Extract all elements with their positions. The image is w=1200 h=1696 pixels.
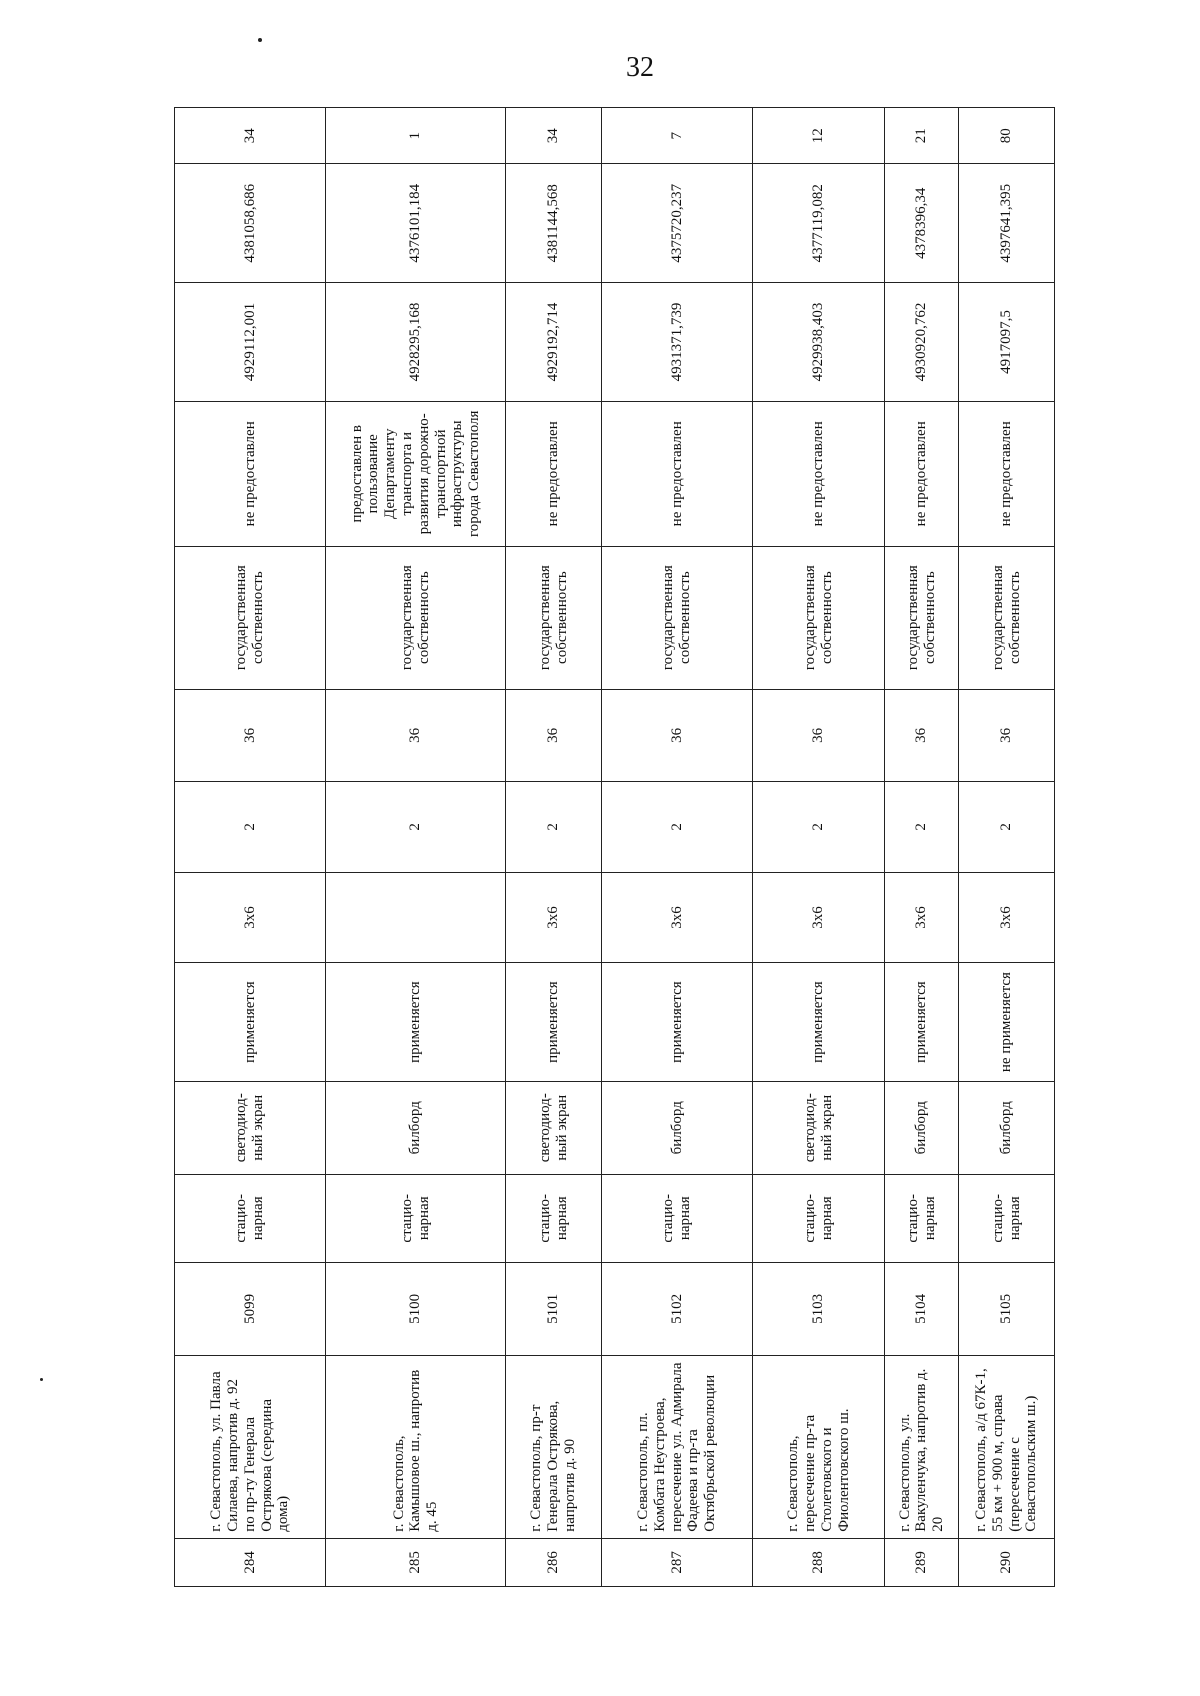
address-cell: г. Севастополь, а/д 67К-1, 55 км + 900 м, справа (пересечение с Севастопольским ш.) — [959, 1355, 1055, 1538]
scan-dot — [40, 1378, 43, 1381]
row-index-cell: 286 — [506, 1538, 602, 1586]
placement-type-cell: стацио-нарная — [753, 1174, 885, 1263]
transfer-status-cell: не предоставлен — [753, 401, 885, 546]
sides-count-cell: 2 — [506, 782, 602, 873]
ownership-cell: государственная собственность — [326, 546, 506, 689]
count-cell: 7 — [601, 108, 752, 164]
address-cell: г. Севастополь, ул. Павла Силаева, напротив д. 92 по пр-ту Генерала Острякова (середина дома) — [175, 1355, 326, 1538]
placement-type-cell: стацио-нарная — [326, 1174, 506, 1263]
area-cell: 36 — [175, 689, 326, 782]
transfer-status-cell: не предоставлен — [959, 401, 1055, 546]
sides-count-cell: 2 — [885, 782, 959, 873]
coordinate-x-cell: 4929938,403 — [753, 283, 885, 402]
placement-type-cell: стацио-нарная — [959, 1174, 1055, 1263]
coordinate-x-cell: 4929192,714 — [506, 283, 602, 402]
structure-id-cell: 5105 — [959, 1263, 1055, 1356]
transfer-status-cell: не предоставлен — [885, 401, 959, 546]
structure-id-cell: 5100 — [326, 1263, 506, 1356]
ownership-cell: государственная собственность — [506, 546, 602, 689]
size-cell: 3x6 — [601, 872, 752, 963]
table-row — [175, 108, 326, 1587]
ownership-cell: государственная собственность — [175, 546, 326, 689]
ownership-cell: государственная собственность — [753, 546, 885, 689]
row-index-cell: 284 — [175, 1538, 326, 1586]
table-row — [506, 108, 602, 1587]
table-row — [753, 108, 885, 1587]
row-index-cell: 288 — [753, 1538, 885, 1586]
count-cell: 34 — [175, 108, 326, 164]
table-row — [885, 108, 959, 1587]
size-cell: 3x6 — [175, 872, 326, 963]
count-cell: 34 — [506, 108, 602, 164]
structure-type-cell: светодиод-ный экран — [506, 1081, 602, 1174]
size-cell — [326, 872, 506, 963]
area-cell: 36 — [326, 689, 506, 782]
ownership-cell: государственная собственность — [959, 546, 1055, 689]
size-cell: 3x6 — [753, 872, 885, 963]
rotated-table-wrapper — [174, 107, 1055, 1587]
row-index-cell: 287 — [601, 1538, 752, 1586]
structure-type-cell: билборд — [601, 1081, 752, 1174]
coordinate-x-cell: 4930920,762 — [885, 283, 959, 402]
area-cell: 36 — [885, 689, 959, 782]
structure-id-cell: 5099 — [175, 1263, 326, 1356]
applicability-cell: применяется — [326, 963, 506, 1082]
placement-type-cell: стацио-нарная — [885, 1174, 959, 1263]
count-cell: 21 — [885, 108, 959, 164]
sides-count-cell: 2 — [753, 782, 885, 873]
sides-count-cell: 2 — [601, 782, 752, 873]
area-cell: 36 — [959, 689, 1055, 782]
placement-type-cell: стацио-нарная — [175, 1174, 326, 1263]
table-row — [326, 108, 506, 1587]
structure-id-cell: 5102 — [601, 1263, 752, 1356]
applicability-cell: применяется — [885, 963, 959, 1082]
structure-type-cell: светодиод-ный экран — [175, 1081, 326, 1174]
structure-type-cell: билборд — [885, 1081, 959, 1174]
structure-type-cell: светодиод-ный экран — [753, 1081, 885, 1174]
size-cell: 3x6 — [959, 872, 1055, 963]
coordinate-y-cell: 4377119,082 — [753, 164, 885, 283]
row-index-cell: 285 — [326, 1538, 506, 1586]
placement-type-cell: стацио-нарная — [506, 1174, 602, 1263]
address-cell: г. Севастополь, пл. Комбата Неустроева, пересечение ул. Адмирала Фадеева и пр-та Октябрьской революции — [601, 1355, 752, 1538]
ownership-cell: государственная собственность — [601, 546, 752, 689]
transfer-status-cell: не предоставлен — [175, 401, 326, 546]
applicability-cell: не применяется — [959, 963, 1055, 1082]
coordinate-x-cell: 4928295,168 — [326, 283, 506, 402]
structure-id-cell: 5101 — [506, 1263, 602, 1356]
address-cell: г. Севастополь, пересечение пр-та Столетовского и Фиолентовского ш. — [753, 1355, 885, 1538]
coordinate-y-cell: 4375720,237 — [601, 164, 752, 283]
structure-type-cell: билборд — [959, 1081, 1055, 1174]
address-cell: г. Севастополь, пр-т Генерала Острякова, напротив д. 90 — [506, 1355, 602, 1538]
coordinate-y-cell: 4397641,395 — [959, 164, 1055, 283]
sides-count-cell: 2 — [175, 782, 326, 873]
row-index-cell: 289 — [885, 1538, 959, 1586]
applicability-cell: применяется — [506, 963, 602, 1082]
coordinate-x-cell: 4929112,001 — [175, 283, 326, 402]
area-cell: 36 — [506, 689, 602, 782]
address-cell: г. Севастополь, ул. Вакуленчука, напротив д. 20 — [885, 1355, 959, 1538]
structure-id-cell: 5104 — [885, 1263, 959, 1356]
applicability-cell: применяется — [601, 963, 752, 1082]
scan-dot — [258, 38, 262, 42]
size-cell: 3x6 — [885, 872, 959, 963]
structure-type-cell: билборд — [326, 1081, 506, 1174]
ownership-cell: государственная собственность — [885, 546, 959, 689]
count-cell: 12 — [753, 108, 885, 164]
applicability-cell: применяется — [175, 963, 326, 1082]
size-cell: 3x6 — [506, 872, 602, 963]
coordinate-y-cell: 4378396,34 — [885, 164, 959, 283]
advertising-structures-table — [174, 107, 1055, 1587]
transfer-status-cell: не предоставлен — [506, 401, 602, 546]
coordinate-y-cell: 4381144,568 — [506, 164, 602, 283]
page-number: 32 — [626, 52, 654, 83]
structure-id-cell: 5103 — [753, 1263, 885, 1356]
count-cell: 1 — [326, 108, 506, 164]
table-row — [601, 108, 752, 1587]
coordinate-x-cell: 4931371,739 — [601, 283, 752, 402]
transfer-status-cell: не предоставлен — [601, 401, 752, 546]
row-index-cell: 290 — [959, 1538, 1055, 1586]
area-cell: 36 — [753, 689, 885, 782]
area-cell: 36 — [601, 689, 752, 782]
sides-count-cell: 2 — [326, 782, 506, 873]
coordinate-y-cell: 4381058,686 — [175, 164, 326, 283]
transfer-status-cell: предоставлен в пользование Департаменту транспорта и развития дорожно-транспортной инфраструктуры города Севастополя — [326, 401, 506, 546]
applicability-cell: применяется — [753, 963, 885, 1082]
table-row — [959, 108, 1055, 1587]
coordinate-x-cell: 4917097,5 — [959, 283, 1055, 402]
sides-count-cell: 2 — [959, 782, 1055, 873]
address-cell: г. Севастополь, Камышовое ш., напротив д. 45 — [326, 1355, 506, 1538]
coordinate-y-cell: 4376101,184 — [326, 164, 506, 283]
table-body — [175, 108, 1055, 1587]
placement-type-cell: стацио-нарная — [601, 1174, 752, 1263]
count-cell: 80 — [959, 108, 1055, 164]
